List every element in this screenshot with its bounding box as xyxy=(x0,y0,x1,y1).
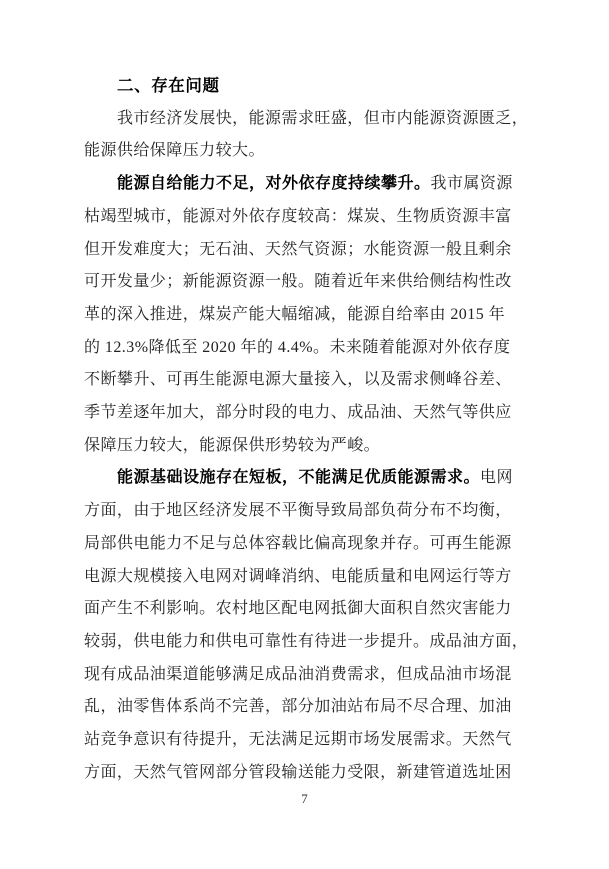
text-line: 方面，天然气管网部分管段输送能力受限，新建管道选址困 xyxy=(84,763,512,781)
text-line: 较弱，供电能力和供电可靠性有待进一步提升。成品油方面， xyxy=(84,632,529,650)
text-line: 乱，油零售体系尚不完善，部分加油站布局不尽合理、加油 xyxy=(84,698,512,716)
text-line: 保障压力较大，能源保供形势较为严峻。 xyxy=(84,436,381,454)
text-line: 能源自给能力不足，对外依存度持续攀升。我市属资源 xyxy=(117,175,513,193)
text-line: 方面，由于地区经济发展不平衡导致局部负荷分布不均衡， xyxy=(84,502,512,520)
page-number: 7 xyxy=(301,791,308,806)
text-line: 站竞争意识有待提升，无法满足远期市场发展需求。天然气 xyxy=(84,731,512,749)
text-line: 面产生不利影响。农村地区配电网抵御大面积自然灾害能力 xyxy=(84,600,512,618)
text-line: 电源大规模接入电网对调峰消纳、电能质量和电网运行等方 xyxy=(84,567,512,585)
text-line: 局部供电能力不足与总体容载比偏高现象并存。可再生能源 xyxy=(84,534,512,552)
text-line: 能源基础设施存在短板，不能满足优质能源需求。电网 xyxy=(117,469,513,487)
text-line: 现有成品油渠道能够满足成品油消费需求，但成品油市场混 xyxy=(84,665,512,683)
text-line: 能源供给保障压力较大。 xyxy=(84,142,265,160)
text-line: 可开发量少；新能源资源一般。随着近年来供给侧结构性改 xyxy=(84,273,512,291)
text-block xyxy=(84,70,534,789)
bold-lead: 能源基础设施存在短板，不能满足优质能源需求。 xyxy=(117,469,481,487)
text-line: 季节差逐年加大，部分时段的电力、成品油、天然气等供应 xyxy=(84,404,512,422)
text-line: 的 12.3%降低至 2020 年的 4.4%。未来随着能源对外依存度 xyxy=(84,338,511,356)
text-line: 枯竭型城市，能源对外依存度较高：煤炭、生物质资源丰富 xyxy=(84,207,512,225)
body-text xyxy=(84,103,534,790)
section-heading: 二、存在问题 xyxy=(117,77,220,95)
bold-lead: 能源自给能力不足，对外依存度持续攀升。 xyxy=(117,175,431,193)
text-line: 不断攀升、可再生能源电源大量接入，以及需求侧峰谷差、 xyxy=(84,371,512,389)
text-line: 革的深入推进，煤炭产能大幅缩减，能源自给率由 2015 年 xyxy=(84,305,506,323)
text-line: 我市经济发展快，能源需求旺盛，但市内能源资源匮乏， xyxy=(117,109,529,127)
text-line: 但开发难度大；无石油、天然气资源；水能资源一般且剩余 xyxy=(84,240,512,258)
